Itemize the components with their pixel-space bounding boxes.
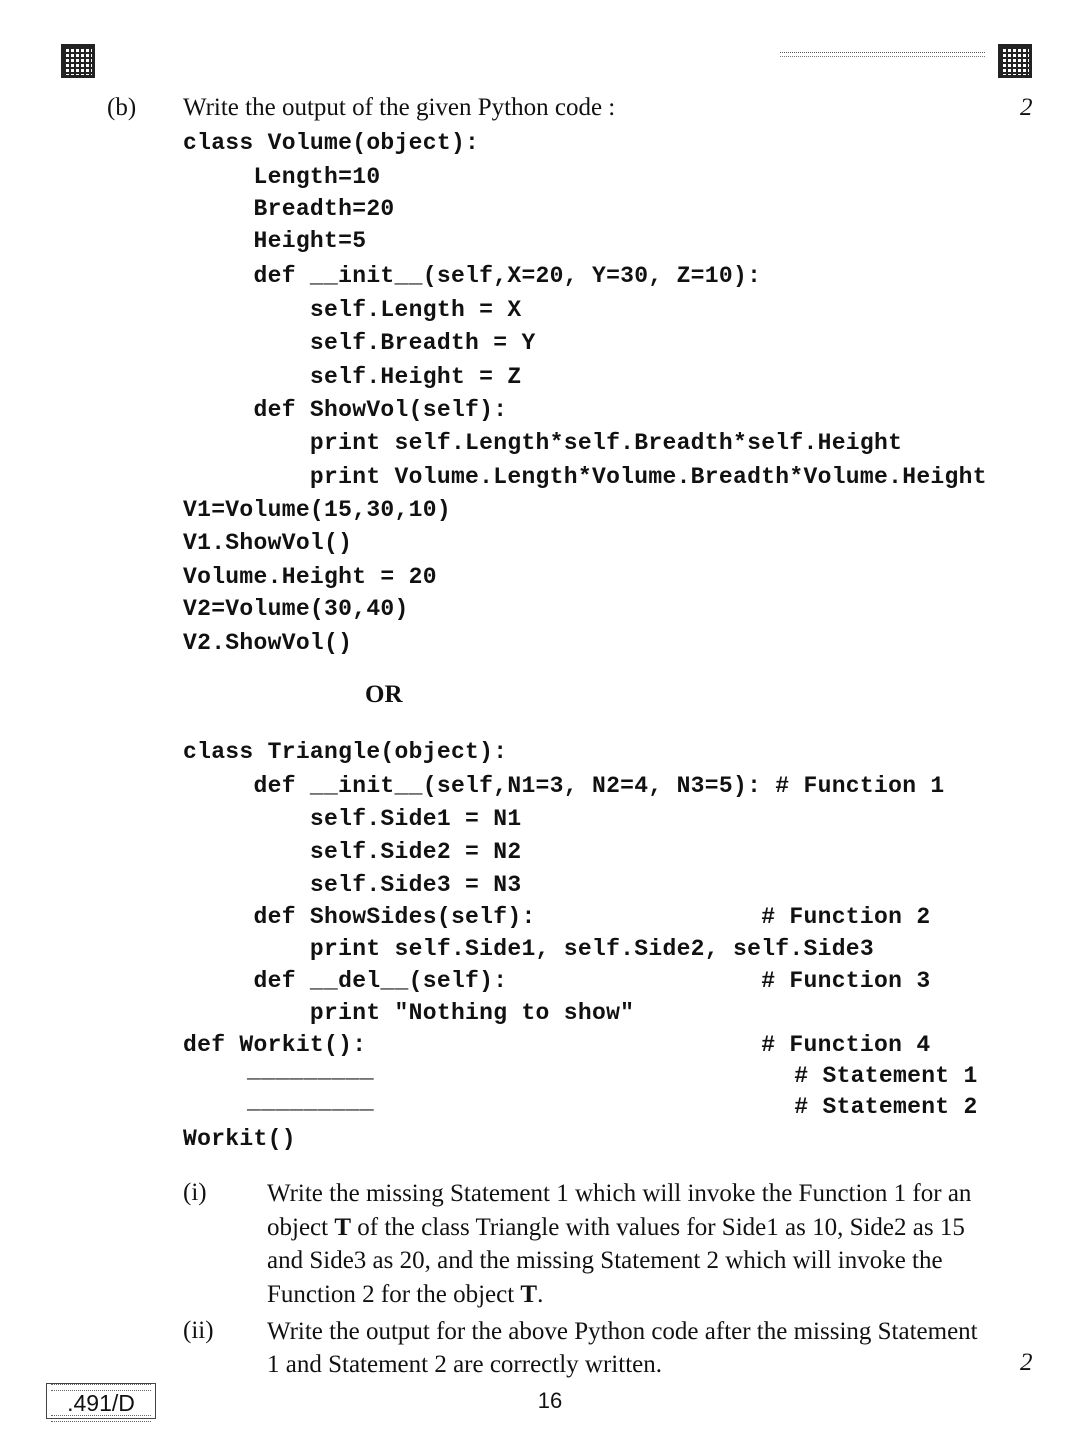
object-name: T <box>520 1280 538 1308</box>
subpart-i-text-part: . <box>537 1280 544 1308</box>
code-line: V2=Volume(30,40) <box>183 596 409 622</box>
question-label: (b) <box>107 94 137 121</box>
code-line: def __init__(self,X=20, Y=30, Z=10): <box>183 263 762 289</box>
code-block-volume <box>183 127 987 659</box>
code-line: print "Nothing to show" <box>183 1000 635 1026</box>
code-line: def Workit(): # Function 4 <box>183 1032 931 1058</box>
code-line: V2.ShowVol() <box>183 630 353 656</box>
code-line: def ShowVol(self): <box>183 397 508 423</box>
code-line: Volume.Height = 20 <box>183 564 437 590</box>
code-line: Breadth=20 <box>183 196 395 222</box>
code-line: print self.Side1, self.Side2, self.Side3 <box>183 936 875 962</box>
qr-code-icon <box>998 44 1032 78</box>
code-line: print self.Length*self.Breadth*self.Height <box>183 430 903 456</box>
code-line-statement-2: # Statement 2 <box>343 1094 978 1120</box>
subpart-label: (ii) <box>183 1317 214 1344</box>
subpart-i-text-part: Write the missing Statement 1 which will invoke the Function 1 for an object <box>267 1180 972 1241</box>
question-marks: 2 <box>1020 94 1033 121</box>
paper-code: .491/D <box>67 1390 135 1416</box>
code-line: Length=10 <box>183 164 381 190</box>
code-line: V1=Volume(15,30,10) <box>183 497 451 523</box>
blank-statement-1: _________ <box>247 1058 374 1084</box>
page-number: 16 <box>537 1388 563 1413</box>
code-line: Height=5 <box>183 228 367 254</box>
subpart-ii-text: Write the output for the above Python code after the missing Statement 1 and Statement 2 are correctly written. <box>267 1318 978 1378</box>
code-line: self.Side2 = N2 <box>183 839 522 865</box>
subpart-label: (i) <box>183 1179 207 1206</box>
code-line: self.Side3 = N3 <box>183 872 522 898</box>
subpart-i-text <box>267 1177 992 1311</box>
code-line: def __init__(self,N1=3, N2=4, N3=5): # Function 1 <box>183 773 945 799</box>
code-line: def ShowSides(self): # Function 2 <box>183 904 931 930</box>
security-microtext-line <box>780 52 985 57</box>
security-microtext-line <box>51 1415 151 1422</box>
question-prompt: Write the output of the given Python code : <box>183 94 616 121</box>
code-line: self.Height = Z <box>183 364 522 390</box>
code-line: self.Side1 = N1 <box>183 806 522 832</box>
code-line: print Volume.Length*Volume.Breadth*Volume.Height <box>183 464 987 490</box>
or-separator: OR <box>365 681 403 708</box>
code-line: Workit() <box>183 1126 296 1152</box>
code-line-statement-1: # Statement 1 <box>343 1063 978 1089</box>
blank-statement-2: _________ <box>247 1089 374 1115</box>
code-line: self.Breadth = Y <box>183 330 536 356</box>
code-line: def __del__(self): # Function 3 <box>183 968 931 994</box>
code-line: class Volume(object): <box>183 130 480 156</box>
code-block-triangle <box>183 736 978 1155</box>
paper-code-box <box>46 1383 156 1419</box>
subpart-ii-marks: 2 <box>1020 1349 1033 1376</box>
code-line: class Triangle(object): <box>183 739 508 765</box>
qr-code-icon <box>61 44 95 78</box>
code-line: self.Length = X <box>183 297 522 323</box>
object-name: T <box>334 1213 352 1241</box>
code-line: V1.ShowVol() <box>183 530 353 556</box>
subpart-i-text-part: of the class Triangle with values for Side1 as 10, Side2 as 15 and Side3 as 20, and the missing Statement 2 which will invoke the Function 2 for the object <box>267 1213 965 1308</box>
